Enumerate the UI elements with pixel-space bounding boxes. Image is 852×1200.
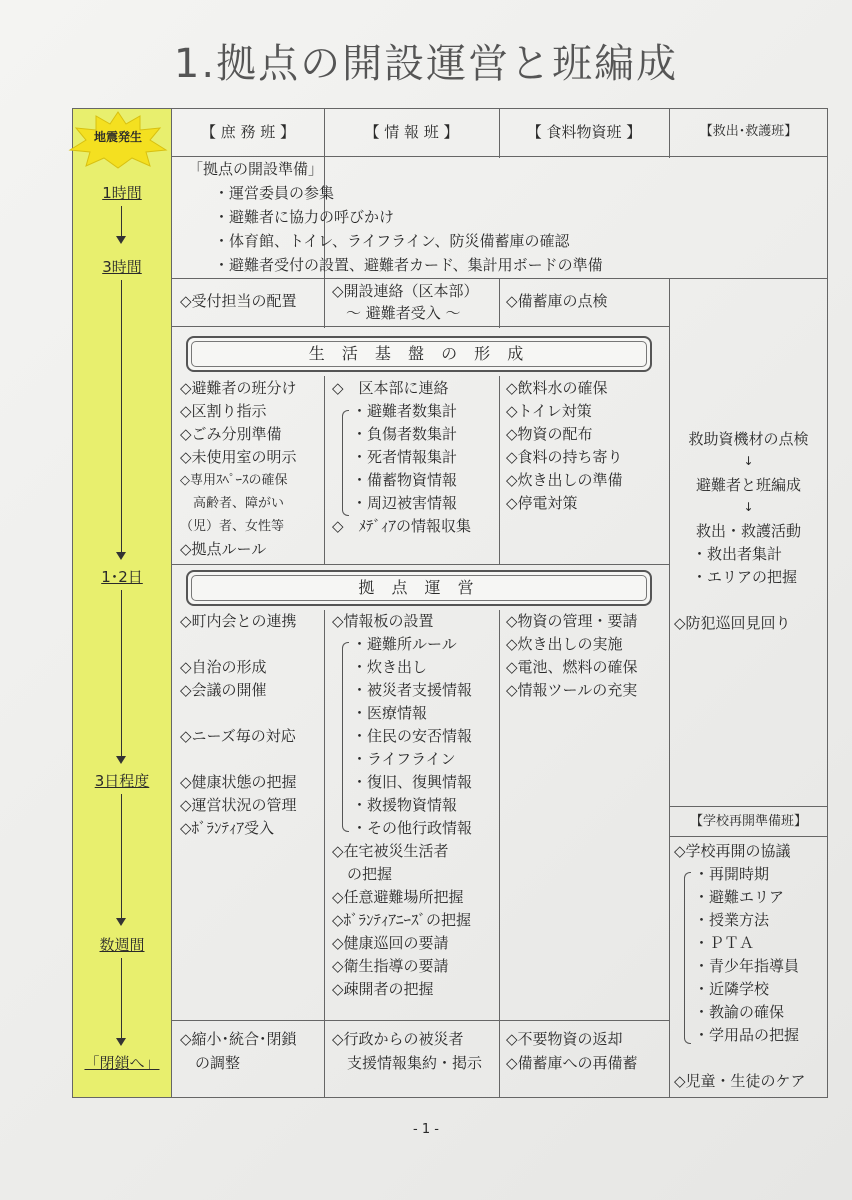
sec1-c3-item: ◇トイレ対策 (506, 402, 592, 420)
school-item: ・再開時期 (694, 865, 770, 883)
sec1-c3-item: ◇停電対策 (506, 494, 578, 512)
header-general-affairs: 【 庶 務 班 】 (200, 123, 296, 141)
timeline-1-2-days: 1･2日 (101, 568, 143, 586)
col-divider (324, 278, 325, 328)
col-divider (499, 610, 500, 1098)
banner-label: 拠 点 運 営 (358, 578, 480, 597)
sec2-c2-item: の把握 (332, 865, 393, 883)
closing-c3: ◇不要物資の返却 (506, 1030, 623, 1048)
row-divider (172, 326, 669, 327)
sec1-c1-item: 高齢者、障がい (180, 496, 285, 511)
timeline-start: 地震発生 (93, 130, 142, 144)
timeline-arrow (121, 590, 122, 756)
row-divider (669, 806, 828, 807)
crime-patrol: ◇防犯巡回見回り (674, 614, 791, 632)
sec2-c3-item: ◇炊き出しの実施 (506, 635, 623, 653)
sec2-c2-item: ・その他行政情報 (352, 819, 473, 837)
rescue-item: ・救出者集計 (692, 545, 783, 563)
sec2-c2-item: ・ライフライン (352, 750, 456, 768)
sec1-c3-item: ◇物資の配布 (506, 425, 593, 443)
banner-inner-frame (191, 341, 647, 367)
sec2-c2-item: ◇情報板の設置 (332, 612, 434, 630)
timeline-weeks: 数週間 (99, 936, 145, 954)
sec1-c2-item: ◇ ﾒﾃﾞｨｱの情報収集 (332, 517, 472, 535)
timeline-closing: 「閉鎖へ」 (84, 1054, 160, 1072)
page-number: - 1 - (413, 1122, 439, 1137)
sec2-c1-item: ◇ﾎﾞﾗﾝﾃｨｱ受入 (180, 819, 275, 837)
timeline-arrow-head (116, 552, 126, 560)
rescue-item: ・エリアの把握 (692, 568, 798, 586)
student-care: ◇児童・生徒のケア (674, 1072, 806, 1090)
sec2-c1-item: ◇ニーズ毎の対応 (180, 727, 296, 745)
sec2-c1-item: ◇自治の形成 (180, 658, 267, 676)
down-arrow-icon: ↓ (743, 500, 754, 514)
reception-staff: ◇受付担当の配置 (180, 292, 297, 310)
sec1-c2-item: ◇ 区本部に連絡 (332, 379, 449, 397)
col-divider (669, 278, 670, 1098)
sec2-c2-item: ・炊き出し (352, 658, 428, 676)
rescue-item: 救出・救護活動 (695, 522, 801, 540)
col-divider (499, 376, 500, 564)
sec2-c2-item: ・復旧、復興情報 (352, 773, 473, 791)
timeline-arrow-head (116, 756, 126, 764)
timeline-arrow-head (116, 236, 126, 244)
storage-inspection: ◇備蓄庫の点検 (506, 292, 608, 310)
row-divider (669, 836, 828, 837)
down-arrow-icon: ↓ (743, 454, 754, 468)
sec2-c3-item: ◇情報ツールの充実 (506, 681, 638, 699)
school-item: ・避難エリア (694, 888, 785, 906)
opening-contact: ◇開設連絡（区本部） (332, 282, 479, 300)
banner-label: 生 活 基 盤 の 形 成 (308, 344, 530, 363)
timeline-arrow-head (116, 1038, 126, 1046)
sec2-c2-item: ・被災者支援情報 (352, 681, 473, 699)
closing-c1: ◇縮小･統合･閉鎖 (180, 1030, 297, 1048)
sec1-c3-item: ◇食料の持ち寄り (506, 448, 623, 466)
school-item: ◇学校再開の協議 (674, 842, 791, 860)
sec1-c1-item: ◇専用ｽﾍﾟｰｽの確保 (180, 473, 288, 488)
prep-item: ・避難者受付の設置、避難者カード、集計用ボードの準備 (214, 256, 603, 274)
bracket (684, 872, 691, 1044)
sec2-c3-item: ◇物資の管理・要請 (506, 612, 638, 630)
banner-inner-frame (191, 575, 647, 601)
school-item: ・青少年指導員 (694, 957, 800, 975)
page-title: 1.拠点の開設運営と班編成 (173, 41, 679, 87)
prep-heading: 「拠点の開設準備」 (188, 160, 324, 178)
timeline-3-hours: 3時間 (102, 258, 142, 276)
prep-item: ・運営委員の参集 (214, 184, 335, 202)
school-item: ・教諭の確保 (694, 1003, 785, 1021)
timeline-1-hour: 1時間 (102, 184, 142, 202)
sec1-c3-item: ◇炊き出しの準備 (506, 471, 623, 489)
banner-base-operation (186, 570, 652, 606)
sec1-c2-item: ・備蓄物資情報 (352, 471, 458, 489)
sec2-c2-item: ・救援物資情報 (352, 796, 458, 814)
sec2-c2-item: ・避難所ルール (352, 635, 457, 653)
timeline-3-days: 3日程度 (94, 772, 150, 790)
header-rescue: 【救出･救護班】 (699, 124, 798, 139)
bracket (342, 642, 349, 832)
sec1-c1-item: ◇未使用室の明示 (180, 448, 297, 466)
timeline-arrow (121, 280, 122, 552)
bracket (342, 410, 349, 516)
row-divider (172, 564, 669, 565)
sec2-c1-item: ◇運営状況の管理 (180, 796, 297, 814)
prep-item: ・避難者に協力の呼びかけ (214, 208, 395, 226)
sec1-c2-item: ・負傷者数集計 (352, 425, 458, 443)
timeline-arrow (121, 206, 122, 236)
sec2-c2-item: ◇任意避難場所把握 (332, 888, 464, 906)
sec2-c1-item: ◇会議の開催 (180, 681, 267, 699)
prep-item: ・体育館、トイレ、ライフライン、防災備蓄庫の確認 (214, 232, 570, 250)
closing-c3: ◇備蓄庫への再備蓄 (506, 1054, 638, 1072)
timeline-arrow (121, 794, 122, 918)
header-information: 【 情 報 班 】 (364, 123, 459, 141)
sec1-c1-item: ◇避難者の班分け (180, 379, 297, 397)
header-food-supplies: 【 食料物資班 】 (526, 123, 642, 141)
sec2-c2-item: ◇衛生指導の要請 (332, 957, 449, 975)
timeline-arrow-head (116, 918, 126, 926)
sec2-c1-item: ◇町内会との連携 (180, 612, 297, 630)
closing-c2: 支援情報集約・掲示 (332, 1054, 483, 1072)
sec1-c2-item: ・避難者数集計 (352, 402, 458, 420)
sec2-c2-item: ◇健康巡回の要請 (332, 934, 449, 952)
school-item: ・近隣学校 (694, 980, 770, 998)
rescue-item: 避難者と班編成 (695, 476, 801, 494)
sec1-c2-item: ・周辺被害情報 (352, 494, 458, 512)
sec1-c1-item: ◇区割り指示 (180, 402, 267, 420)
sec2-c2-item: ◇在宅被災生活者 (332, 842, 449, 860)
closing-c2: ◇行政からの被災者 (332, 1030, 464, 1048)
row-divider (172, 1020, 669, 1021)
sec1-c2-item: ・死者情報集計 (352, 448, 458, 466)
col-divider (324, 376, 325, 564)
banner-living-foundation (186, 336, 652, 372)
row-divider (172, 278, 828, 279)
sec2-c2-item: ◇疎開者の把握 (332, 980, 434, 998)
school-item: ・ＰＴＡ (694, 934, 755, 952)
sec1-c1-item: （児）者、女性等 (180, 519, 285, 534)
sec2-c2-item: ・医療情報 (352, 704, 428, 722)
sec2-c3-item: ◇電池、燃料の確保 (506, 658, 638, 676)
timeline-arrow (121, 958, 122, 1038)
sec1-c1-item: ◇拠点ルール (180, 540, 267, 558)
sec2-c1-item: ◇健康状態の把握 (180, 773, 297, 791)
school-reopen-heading: 【学校再開準備班】 (689, 814, 807, 829)
rescue-item: 救助資機材の点検 (688, 430, 809, 448)
sec2-c2-item: ・住民の安否情報 (352, 727, 473, 745)
school-item: ・授業方法 (694, 911, 770, 929)
sec1-c3-item: ◇飲料水の確保 (506, 379, 608, 397)
sec1-c1-item: ◇ごみ分別準備 (180, 425, 282, 443)
col-divider (499, 278, 500, 328)
row-divider (172, 156, 828, 157)
sec2-c2-item: ◇ﾎﾞﾗﾝﾃｨｱﾆｰｽﾞの把握 (332, 911, 472, 929)
school-item: ・学用品の把握 (694, 1026, 800, 1044)
closing-c1: の調整 (180, 1054, 241, 1072)
col-divider (324, 610, 325, 1098)
evacuee-acceptance: ～ 避難者受入 ～ (346, 304, 461, 322)
